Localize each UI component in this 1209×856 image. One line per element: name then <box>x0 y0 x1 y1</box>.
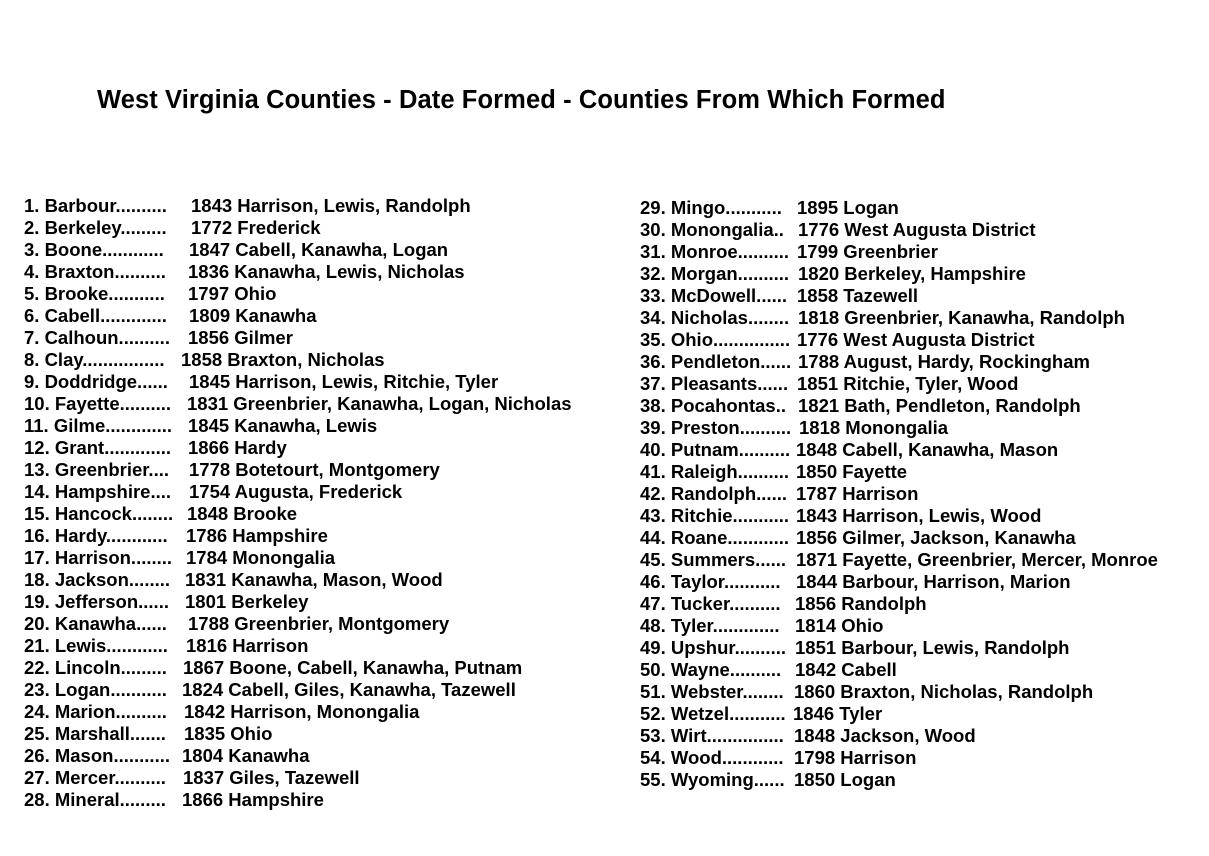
county-name: 29. Mingo........... <box>640 197 782 218</box>
county-formation-info: 1860 Braxton, Nicholas, Randolph <box>794 681 1094 702</box>
county-name: 31. Monroe.......... <box>640 241 790 262</box>
county-name: 12. Grant............. <box>24 437 172 458</box>
county-formation-info: 1814 Ohio <box>795 615 884 636</box>
county-name: 20. Kanawha...... <box>24 613 167 634</box>
county-name: 49. Upshur.......... <box>640 637 786 658</box>
county-name: 28. Mineral......... <box>24 789 166 810</box>
county-formation-info: 1850 Fayette <box>796 461 908 482</box>
county-name: 34. Nicholas........ <box>640 307 790 328</box>
county-formation-info: 1787 Harrison <box>796 483 919 504</box>
county-formation-info: 1776 West Augusta District <box>797 329 1035 350</box>
county-name: 14. Hampshire.... <box>24 481 172 502</box>
county-name: 26. Mason........... <box>24 745 170 766</box>
county-name: 8. Clay................ <box>24 349 165 370</box>
county-name: 3. Boone............ <box>24 239 164 260</box>
county-formation-info: 1824 Cabell, Giles, Kanawha, Tazewell <box>182 679 516 700</box>
county-formation-info: 1845 Harrison, Lewis, Ritchie, Tyler <box>189 371 499 392</box>
county-formation-info: 1842 Cabell <box>795 659 897 680</box>
county-name: 33. McDowell...... <box>640 285 788 306</box>
county-name: 50. Wayne.......... <box>640 659 782 680</box>
county-name: 41. Raleigh.......... <box>640 461 790 482</box>
county-formation-info: 1867 Boone, Cabell, Kanawha, Putnam <box>183 657 523 678</box>
county-name: 1. Barbour.......... <box>24 195 167 216</box>
county-name: 37. Pleasants...... <box>640 373 789 394</box>
county-name: 39. Preston.......... <box>640 417 792 438</box>
county-name: 35. Ohio............... <box>640 329 791 350</box>
county-name: 30. Monongalia.. <box>640 219 784 240</box>
county-name: 23. Logan........... <box>24 679 167 700</box>
county-formation-info: 1848 Jackson, Wood <box>794 725 976 746</box>
county-name: 22. Lincoln......... <box>24 657 167 678</box>
county-name: 17. Harrison........ <box>24 547 173 568</box>
county-formation-info: 1858 Tazewell <box>797 285 919 306</box>
county-formation-info: 1851 Barbour, Lewis, Randolph <box>795 637 1070 658</box>
county-formation-info: 1847 Cabell, Kanawha, Logan <box>189 239 449 260</box>
county-formation-info: 1816 Harrison <box>186 635 309 656</box>
county-name: 53. Wirt............... <box>640 725 784 746</box>
county-name: 55. Wyoming...... <box>640 769 785 790</box>
county-formation-info: 1772 Frederick <box>191 217 321 238</box>
county-formation-info: 1848 Brooke <box>187 503 298 524</box>
county-formation-info: 1866 Hardy <box>188 437 287 458</box>
county-formation-info: 1784 Monongalia <box>186 547 336 568</box>
county-formation-info: 1821 Bath, Pendleton, Randolph <box>798 395 1081 416</box>
county-formation-info: 1844 Barbour, Harrison, Marion <box>796 571 1071 592</box>
county-formation-info: 1848 Cabell, Kanawha, Mason <box>796 439 1059 460</box>
county-formation-info: 1754 Augusta, Frederick <box>189 481 403 502</box>
county-name: 2. Berkeley......... <box>24 217 167 238</box>
county-name: 48. Tyler............. <box>640 615 780 636</box>
county-formation-info: 1856 Randolph <box>795 593 927 614</box>
county-formation-info: 1895 Logan <box>797 197 899 218</box>
county-name: 9. Doddridge...... <box>24 371 168 392</box>
county-formation-info: 1831 Kanawha, Mason, Wood <box>185 569 443 590</box>
county-formation-info: 1820 Berkeley, Hampshire <box>798 263 1026 284</box>
county-formation-info: 1843 Harrison, Lewis, Wood <box>796 505 1042 526</box>
county-formation-info: 1858 Braxton, Nicholas <box>181 349 385 370</box>
county-name: 44. Roane............ <box>640 527 790 548</box>
county-name: 15. Hancock........ <box>24 503 174 524</box>
county-formation-info: 1836 Kanawha, Lewis, Nicholas <box>188 261 465 282</box>
county-name: 47. Tucker.......... <box>640 593 781 614</box>
county-formation-info: 1843 Harrison, Lewis, Randolph <box>191 195 471 216</box>
county-name: 11. Gilme............. <box>24 415 173 436</box>
county-formation-info: 1788 August, Hardy, Rockingham <box>798 351 1090 372</box>
county-formation-info: 1809 Kanawha <box>189 305 317 326</box>
county-name: 52. Wetzel........... <box>640 703 786 724</box>
county-name: 18. Jackson........ <box>24 569 171 590</box>
county-name: 5. Brooke........... <box>24 283 165 304</box>
county-formation-info: 1788 Greenbrier, Montgomery <box>188 613 450 634</box>
county-name: 38. Pocahontas.. <box>640 395 786 416</box>
county-formation-info: 1799 Greenbrier <box>797 241 938 262</box>
county-formation-info: 1801 Berkeley <box>185 591 309 612</box>
county-formation-info: 1778 Botetourt, Montgomery <box>189 459 440 480</box>
page-title: West Virginia Counties - Date Formed - Counties From Which Formed <box>97 86 946 114</box>
county-formation-info: 1831 Greenbrier, Kanawha, Logan, Nicholas <box>187 393 572 414</box>
county-formation-info: 1835 Ohio <box>184 723 273 744</box>
county-name: 43. Ritchie........... <box>640 505 790 526</box>
county-name: 54. Wood............ <box>640 747 784 768</box>
county-formation-info: 1786 Hampshire <box>186 525 328 546</box>
county-name: 42. Randolph...... <box>640 483 787 504</box>
county-formation-info: 1845 Kanawha, Lewis <box>188 415 378 436</box>
county-name: 10. Fayette.......... <box>24 393 172 414</box>
county-formation-info: 1846 Tyler <box>793 703 883 724</box>
county-name: 13. Greenbrier.... <box>24 459 169 480</box>
county-formation-info: 1804 Kanawha <box>182 745 310 766</box>
county-formation-info: 1798 Harrison <box>794 747 917 768</box>
county-name: 25. Marshall....... <box>24 723 166 744</box>
county-name: 24. Marion.......... <box>24 701 167 722</box>
county-name: 46. Taylor........... <box>640 571 781 592</box>
county-formation-info: 1856 Gilmer, Jackson, Kanawha <box>796 527 1076 548</box>
county-formation-info: 1851 Ritchie, Tyler, Wood <box>797 373 1019 394</box>
county-name: 19. Jefferson...... <box>24 591 169 612</box>
county-formation-info: 1837 Giles, Tazewell <box>183 767 360 788</box>
county-formation-info: 1866 Hampshire <box>182 789 324 810</box>
county-formation-info: 1871 Fayette, Greenbrier, Mercer, Monroe <box>796 549 1158 570</box>
county-name: 51. Webster........ <box>640 681 784 702</box>
county-formation-info: 1818 Greenbrier, Kanawha, Randolph <box>798 307 1125 328</box>
county-name: 6. Cabell............. <box>24 305 167 326</box>
county-name: 36. Pendleton...... <box>640 351 792 372</box>
county-name: 45. Summers...... <box>640 549 787 570</box>
county-name: 7. Calhoun.......... <box>24 327 170 348</box>
county-formation-info: 1776 West Augusta District <box>798 219 1036 240</box>
county-name: 27. Mercer.......... <box>24 767 166 788</box>
county-formation-info: 1856 Gilmer <box>188 327 293 348</box>
county-name: 32. Morgan.......... <box>640 263 790 284</box>
county-name: 16. Hardy............ <box>24 525 168 546</box>
county-formation-info: 1797 Ohio <box>188 283 277 304</box>
county-formation-info: 1850 Logan <box>794 769 896 790</box>
county-formation-info: 1818 Monongalia <box>799 417 949 438</box>
county-name: 40. Putnam.......... <box>640 439 791 460</box>
county-formation-info: 1842 Harrison, Monongalia <box>184 701 420 722</box>
county-name: 21. Lewis............ <box>24 635 168 656</box>
county-name: 4. Braxton.......... <box>24 261 166 282</box>
